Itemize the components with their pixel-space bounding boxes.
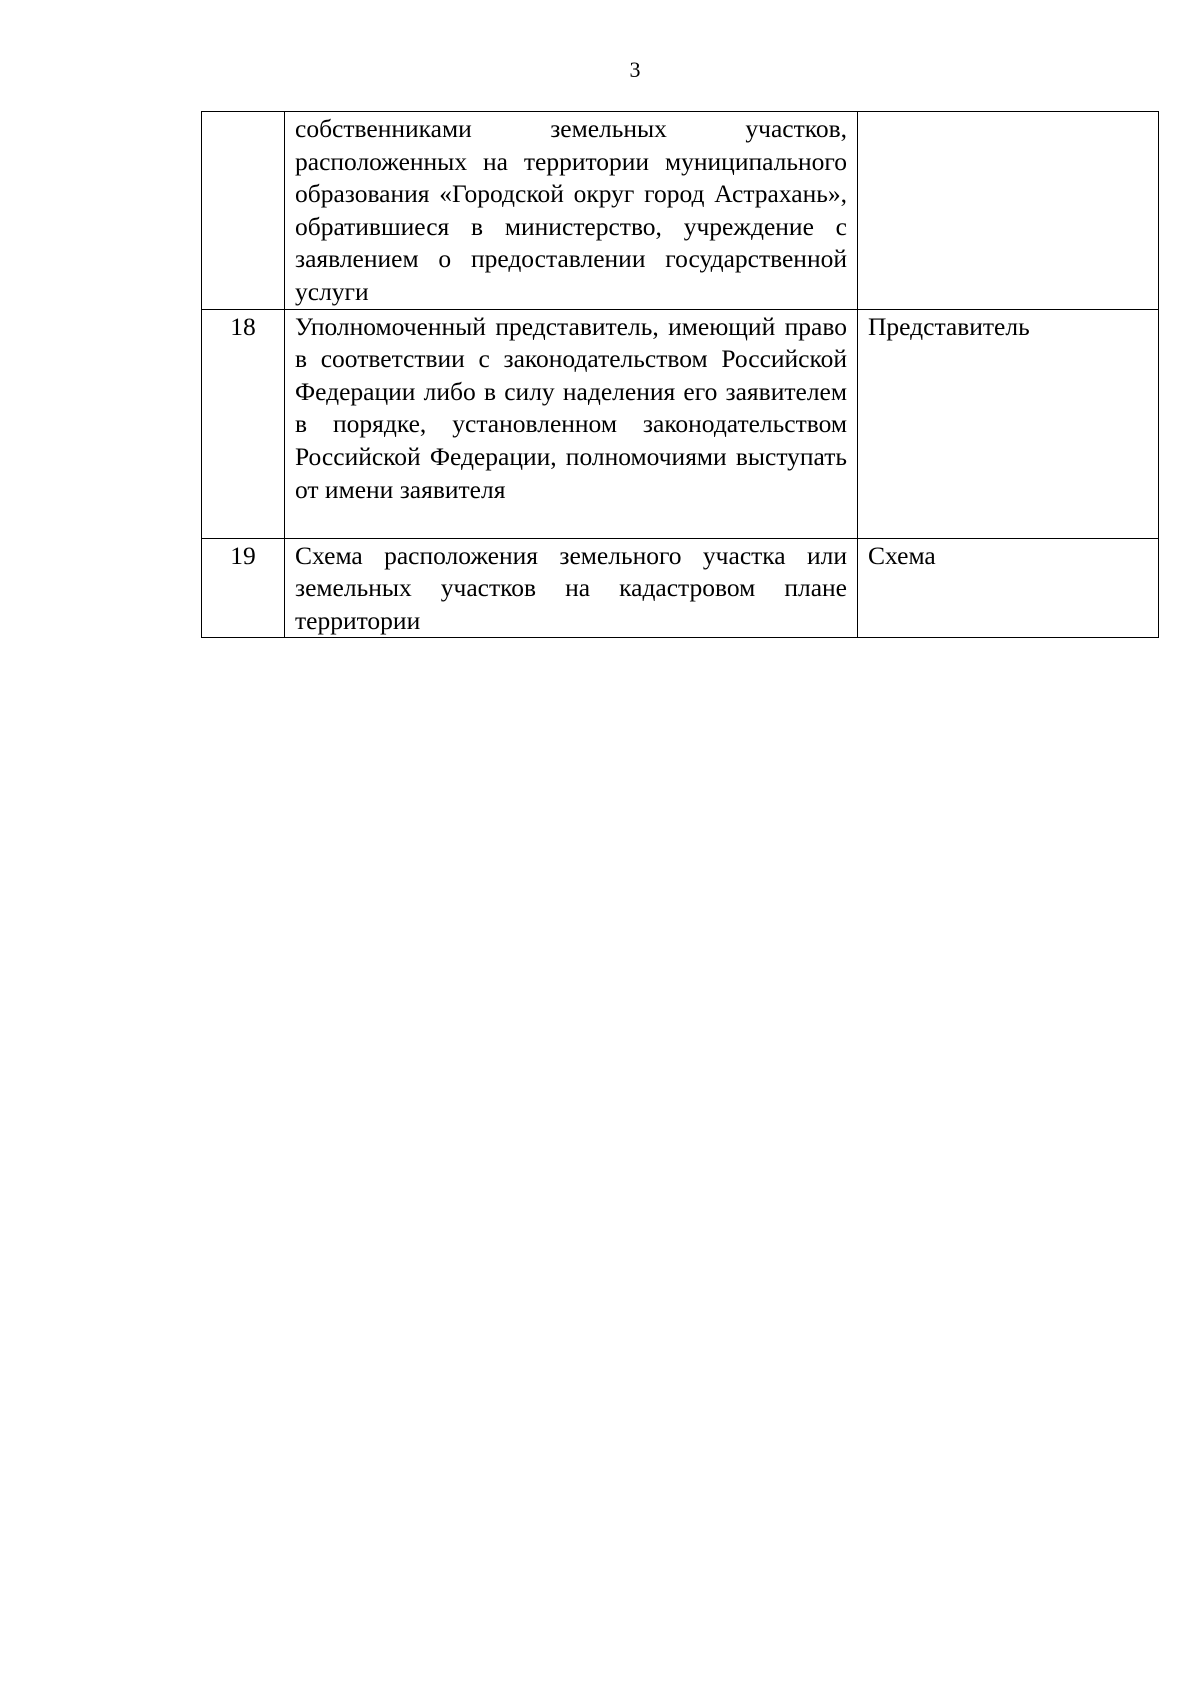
- table-row: [202, 112, 1159, 310]
- row-number-cell: 18: [202, 309, 285, 538]
- row-description-cell: Уполномоченный представитель, имеющий право в соответствии с законодательством Российской Федерации либо в силу наделения его заявителем в порядке, установленном законодательством Российской Федерации, полномочиями выступать от имени заявителя: [285, 309, 858, 538]
- table-row: [202, 538, 1159, 638]
- page-number: 3: [629, 57, 641, 82]
- row-description-cell: Схема расположения земельного участка или земельных участков на кадастровом плане территории: [285, 538, 858, 638]
- row-term-cell: [858, 112, 1159, 310]
- row-number-cell: 19: [202, 538, 285, 638]
- table-row: [202, 309, 1159, 538]
- row-term-cell: Представитель: [858, 309, 1159, 538]
- row-term-cell: Схема: [858, 538, 1159, 638]
- row-description-cell: собственниками земельных участков, расположенных на территории муниципального образования «Городской округ город Астрахань», обратившиеся в министерство, учреждение с заявлением о предоставлении государственной услуги: [285, 112, 858, 310]
- row-number-cell: [202, 112, 285, 310]
- definitions-table: [201, 111, 1159, 638]
